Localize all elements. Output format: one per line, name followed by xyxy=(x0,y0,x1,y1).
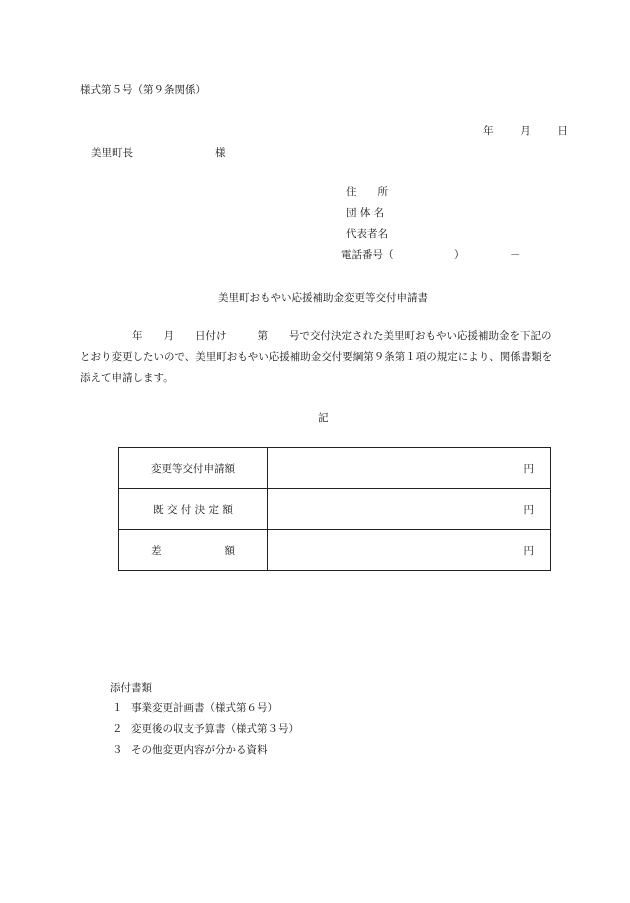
date-year: 年 xyxy=(483,125,494,137)
attachments-heading: 添付書類 xyxy=(110,682,152,694)
representative-label: 代表者名 xyxy=(346,228,388,240)
document-title: 美里町おもやい応援補助金変更等交付申請書 xyxy=(218,292,428,304)
date-day: 日 xyxy=(557,125,568,137)
group-name-label: 団 体 名 xyxy=(346,207,385,219)
ki-heading: 記 xyxy=(318,412,329,424)
item-text: その他変更内容が分かる資料 xyxy=(131,744,268,756)
address-label: 住 所 xyxy=(346,186,388,198)
item-number: １ xyxy=(112,702,123,714)
table-row xyxy=(119,489,551,530)
amounts-table xyxy=(118,447,551,571)
phone-close-paren: ） xyxy=(454,249,465,261)
body-month: 月 xyxy=(163,330,174,342)
row-label: 既 交 付 決 定 額 xyxy=(119,489,268,530)
body-paragraph xyxy=(80,326,554,389)
table-row xyxy=(119,448,551,489)
row-label: 差 額 xyxy=(119,530,268,571)
form-number: 様式第５号（第９条関係） xyxy=(80,84,206,96)
phone-dash: － xyxy=(510,249,521,261)
addressee-name: 美里町長 xyxy=(91,147,133,159)
item-number: ３ xyxy=(112,744,123,756)
body-no-prefix: 第 xyxy=(257,330,268,342)
body-year: 年 xyxy=(132,330,143,342)
date-line xyxy=(483,123,568,138)
row-value: 円 xyxy=(268,530,551,571)
row-label: 変更等交付申請額 xyxy=(119,448,268,489)
row-value: 円 xyxy=(268,489,551,530)
row-value: 円 xyxy=(268,448,551,489)
table-row xyxy=(119,530,551,571)
list-item xyxy=(112,742,268,757)
phone-label: 電話番号（ xyxy=(341,249,394,261)
item-text: 変更後の収支予算書（様式第３号） xyxy=(131,723,299,735)
list-item xyxy=(112,721,299,736)
list-item xyxy=(112,700,278,715)
item-number: ２ xyxy=(112,723,123,735)
addressee-honorific: 様 xyxy=(215,147,226,159)
body-text: 号で交付決定された美里町おもやい応援補助金を下記のとおり変更したいので、美里町おもやい応援補助金交付要綱第９条第１項の規定により、関係書類を添えて申請します。 xyxy=(80,330,553,384)
date-month: 月 xyxy=(520,125,531,137)
item-text: 事業変更計画書（様式第６号） xyxy=(131,702,278,714)
body-day-suffix: 日付け xyxy=(195,330,227,342)
